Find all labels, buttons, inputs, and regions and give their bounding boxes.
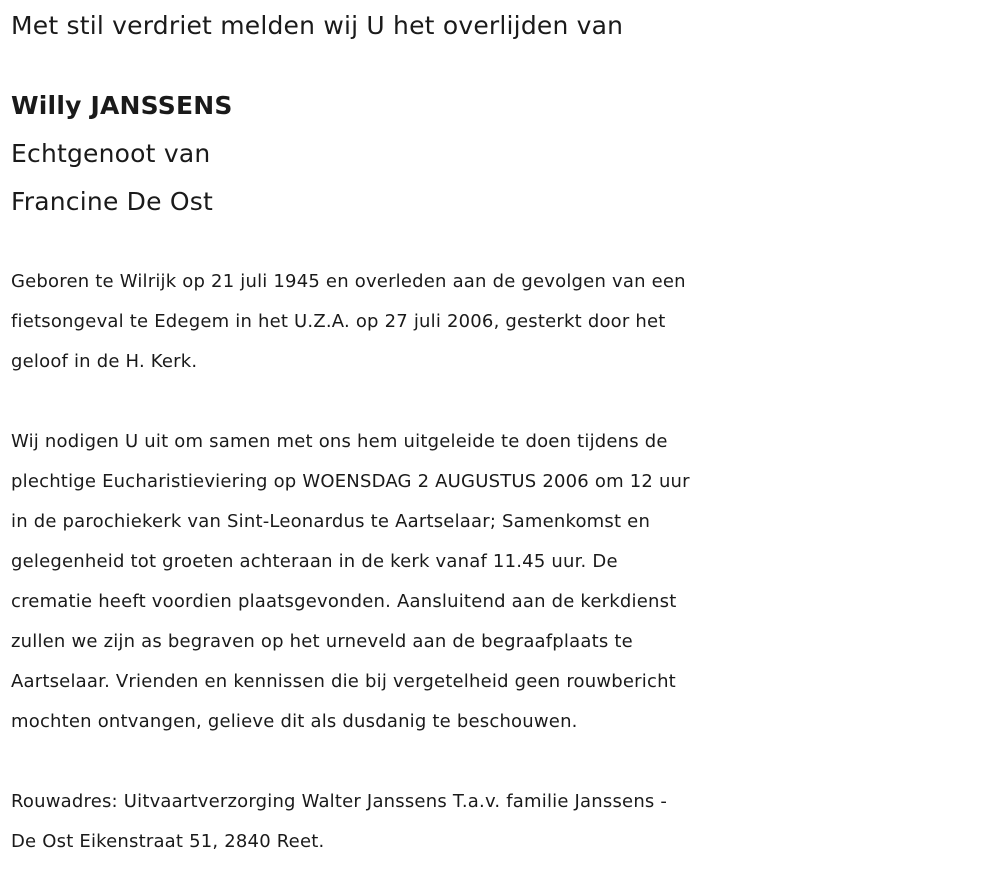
paragraph-line: gelegenheid tot groeten achteraan in de kerk vanaf 11.45 uur. De [11, 551, 618, 572]
intro-text: Met stil verdriet melden wij U het overlijden van [11, 11, 624, 40]
paragraph-line: geloof in de H. Kerk. [11, 351, 198, 372]
paragraph-line: mochten ontvangen, gelieve dit als dusdanig te beschouwen. [11, 711, 578, 732]
relation-text: Echtgenoot van [11, 139, 211, 168]
birth-paragraph [11, 262, 989, 382]
paragraph-line: De Ost Eikenstraat 51, 2840 Reet. [11, 831, 325, 852]
paragraph-line: plechtige Eucharistieviering op WOENSDAG 2 AUGUSTUS 2006 om 12 uur [11, 471, 690, 492]
paragraph-line: fietsongeval te Edegem in het U.Z.A. op 27 juli 2006, gesterkt door het [11, 311, 666, 332]
paragraph-line: crematie heeft voordien plaatsgevonden. Aansluitend aan de kerkdienst [11, 591, 677, 612]
deceased-name: Willy JANSSENS [11, 91, 233, 120]
spouse-name: Francine De Ost [11, 187, 213, 216]
invitation-paragraph [11, 422, 989, 742]
paragraph-line: Aartselaar. Vrienden en kennissen die bij vergetelheid geen rouwbericht [11, 671, 676, 692]
paragraph-line: Geboren te Wilrijk op 21 juli 1945 en overleden aan de gevolgen van een [11, 271, 686, 292]
paragraph-line: Wij nodigen U uit om samen met ons hem uitgeleide te doen tijdens de [11, 431, 668, 452]
address-paragraph [11, 782, 989, 862]
paragraph-line: in de parochiekerk van Sint-Leonardus te Aartselaar; Samenkomst en [11, 511, 651, 532]
paragraph-line: Rouwadres: Uitvaartverzorging Walter Janssens T.a.v. familie Janssens - [11, 791, 668, 812]
paragraph-line: zullen we zijn as begraven op het urneveld aan de begraafplaats te [11, 631, 633, 652]
